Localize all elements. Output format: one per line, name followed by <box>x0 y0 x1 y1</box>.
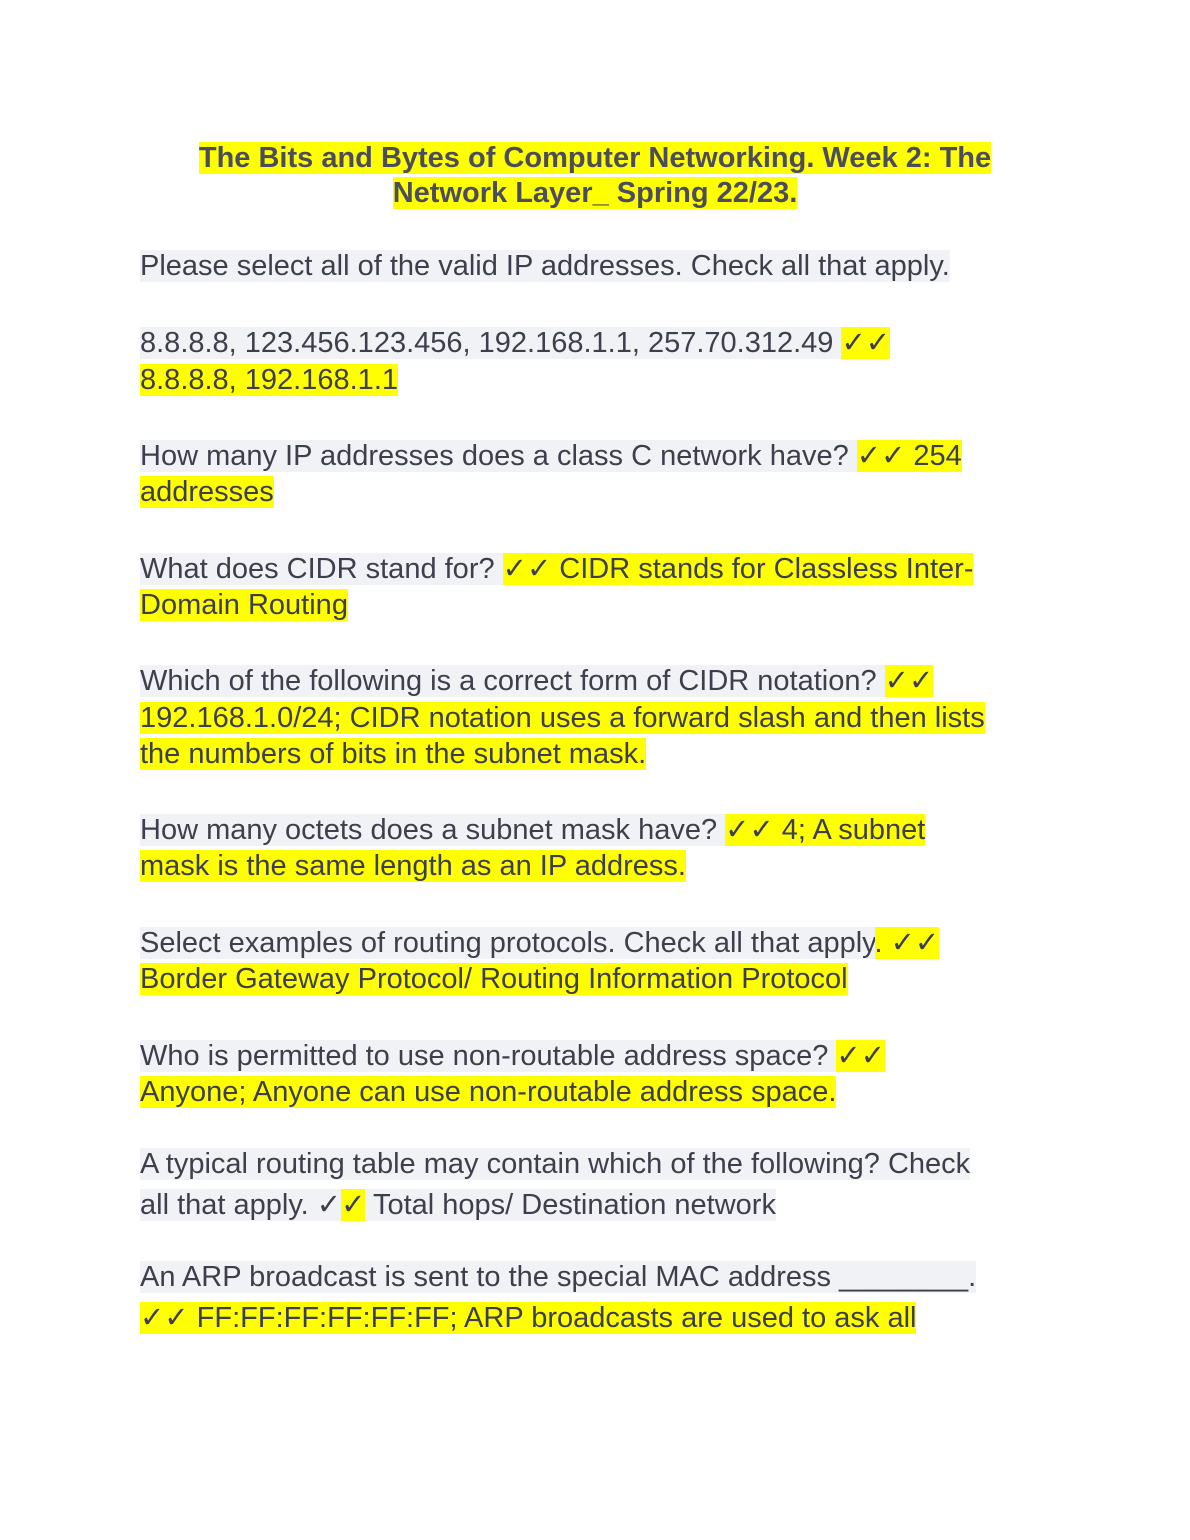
question-text: What does CIDR stand for? <box>140 553 503 585</box>
question-8 <box>140 1038 885 1074</box>
question-text: An ARP broadcast is sent to the special MAC address ________. <box>140 1261 977 1293</box>
question-5 <box>140 663 933 699</box>
question-4 <box>140 551 973 587</box>
answer-2 <box>140 362 398 398</box>
question-9-line-2 <box>140 1187 776 1223</box>
answer-check: ✓ <box>341 1189 366 1221</box>
answer-3 <box>140 474 274 510</box>
answer-text: 8.8.8.8, 192.168.1.1 <box>140 364 398 396</box>
answer-text: Domain Routing <box>140 589 348 621</box>
question-2 <box>140 325 890 361</box>
answer-check: ✓✓ 254 <box>856 440 962 472</box>
answer-check: ✓✓ CIDR stands for Classless Inter- <box>502 553 974 585</box>
question-text: How many octets does a subnet mask have? <box>140 814 726 846</box>
question-7 <box>140 925 939 961</box>
answer-7 <box>140 961 848 997</box>
question-1 <box>140 248 950 284</box>
answer-text: Total hops/ Destination network <box>365 1189 776 1221</box>
question-text: 8.8.8.8, 123.456.123.456, 192.168.1.1, 257.70.312.49 <box>140 327 842 359</box>
answer-10 <box>140 1300 916 1336</box>
question-text: How many IP addresses does a class C network have? <box>140 440 857 472</box>
answer-6 <box>140 848 686 884</box>
title-line-2: Network Layer_ Spring 22/23. <box>392 177 798 209</box>
answer-check: ✓✓ <box>884 665 934 697</box>
answer-4 <box>140 587 348 623</box>
answer-check: ✓✓ <box>841 327 891 359</box>
question-10 <box>140 1259 976 1295</box>
document-title <box>140 141 1050 211</box>
answer-check: . ✓✓ <box>874 927 940 959</box>
answer-text: mask is the same length as an IP address. <box>140 850 686 882</box>
question-text: all that apply. ✓ <box>140 1189 342 1221</box>
answer-text: ✓✓ FF:FF:FF:FF:FF:FF; ARP broadcasts are used to ask all <box>140 1302 917 1334</box>
answer-text: Anyone; Anyone can use non-routable address space. <box>140 1076 837 1108</box>
question-text: Select examples of routing protocols. Check all that apply <box>140 927 875 959</box>
question-text: Which of the following is a correct form of CIDR notation? <box>140 665 885 697</box>
answer-check: ✓✓ <box>836 1040 885 1072</box>
answer-text: 192.168.1.0/24; CIDR notation uses a forward slash and then lists <box>140 702 985 734</box>
answer-text: Border Gateway Protocol/ Routing Information Protocol <box>140 963 848 995</box>
answer-5-line-2 <box>140 736 646 772</box>
title-line-1: The Bits and Bytes of Computer Networking. Week 2: The <box>198 142 992 174</box>
answer-text: addresses <box>140 476 274 508</box>
answer-5-line-1 <box>140 700 985 736</box>
question-text: Who is permitted to use non-routable address space? <box>140 1040 837 1072</box>
question-3 <box>140 438 962 474</box>
answer-text: the numbers of bits in the subnet mask. <box>140 738 647 770</box>
answer-check: ✓✓ 4; A subnet <box>725 814 926 846</box>
question-6 <box>140 812 925 848</box>
answer-8 <box>140 1074 836 1110</box>
question-text: Please select all of the valid IP addresses. Check all that apply. <box>140 250 950 282</box>
question-9-line-1 <box>140 1146 970 1182</box>
question-text: A typical routing table may contain which of the following? Check <box>140 1148 971 1180</box>
